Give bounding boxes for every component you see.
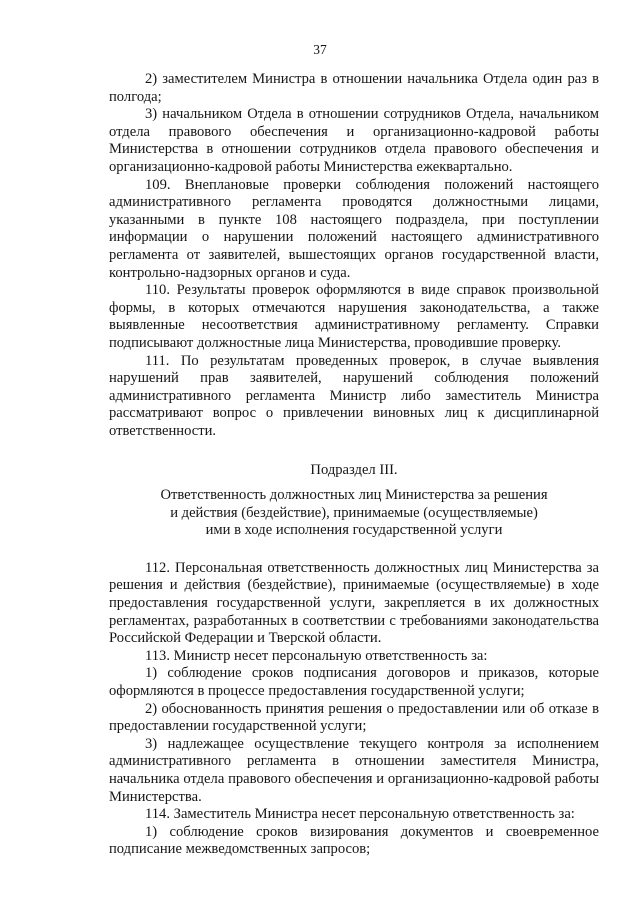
paragraph: 114. Заместитель Министра несет персональную ответственность за: xyxy=(145,806,575,823)
section-heading: Подраздел III. xyxy=(310,462,398,479)
paragraph: 109. Внеплановые проверки соблюдения положений настоящего административного регламента проводятся должностными лицами, указанными в пункте 108 настоящего подраздела, при поступлении информации о нарушении положений настоящего административного регламента от заявителей, вышестоящих органов государственной власти, контрольно-надзорных органов и суда. xyxy=(109,176,599,281)
paragraph: 112. Персональная ответственность должностных лиц Министерства за решения и действия (бездействие), принимаемые (осуществляемые) в ходе предоставления государственной услуги, закрепляется в их должностных регламентах, разработанных в соответствии с требованиями законодательства Российской Федерации и Тверской области. xyxy=(109,559,599,647)
section-title-line: ими в ходе исполнения государственной услуги xyxy=(205,522,503,539)
paragraph: 111. По результатам проведенных проверок, в случае выявления нарушений прав заявителей, нарушений соблюдения положений административного регламента Министр либо заместитель Министра рассматривают вопрос о привлечении виновных лиц к дисциплинарной ответственности. xyxy=(109,352,599,439)
section-header xyxy=(109,462,599,539)
paragraph: 110. Результаты проверок оформляются в виде справок произвольной формы, в которых отмечаются нарушения законодательства, а также выявленные несоответствия административному регламенту. Справки подписывают должностные лица Министерства, проводившие проверку. xyxy=(109,282,599,351)
page-number: 37 xyxy=(313,42,327,57)
paragraph: 1) соблюдение сроков подписания договоров и приказов, которые оформляются в процессе предоставления государственной услуги; xyxy=(109,665,599,699)
paragraph: 2) обоснованность принятия решения о предоставлении или об отказе в предоставлении государственной услуги; xyxy=(109,700,599,735)
document-body xyxy=(109,71,599,859)
section-title-line: Ответственность должностных лиц Министерства за решения xyxy=(160,487,548,504)
paragraph: 1) соблюдение сроков визирования документов и своевременное подписание межведомственных запросов; xyxy=(109,823,599,858)
section-title-line: и действия (бездействие), принимаемые (осуществляемые) xyxy=(170,504,538,521)
section-title-spacer xyxy=(109,480,599,487)
paragraph: 3) начальником Отдела в отношении сотрудников Отдела, начальником отдела правового обеспечения и организационно-кадровой работы Министерства в отношении сотрудников отдела правового обеспечения и организационно-кадровой работы Министерства ежеквартально. xyxy=(109,106,599,175)
paragraph: 2) заместителем Министра в отношении начальника Отдела один раз в полгода; xyxy=(109,71,599,105)
paragraph: 113. Министр несет персональную ответственность за: xyxy=(145,647,488,664)
paragraph: 3) надлежащее осуществление текущего контроля за исполнением административного регламента в отношении заместителя Министра, начальника отдела правового обеспечения и организационно-кадровой работы Министерства. xyxy=(109,735,599,805)
